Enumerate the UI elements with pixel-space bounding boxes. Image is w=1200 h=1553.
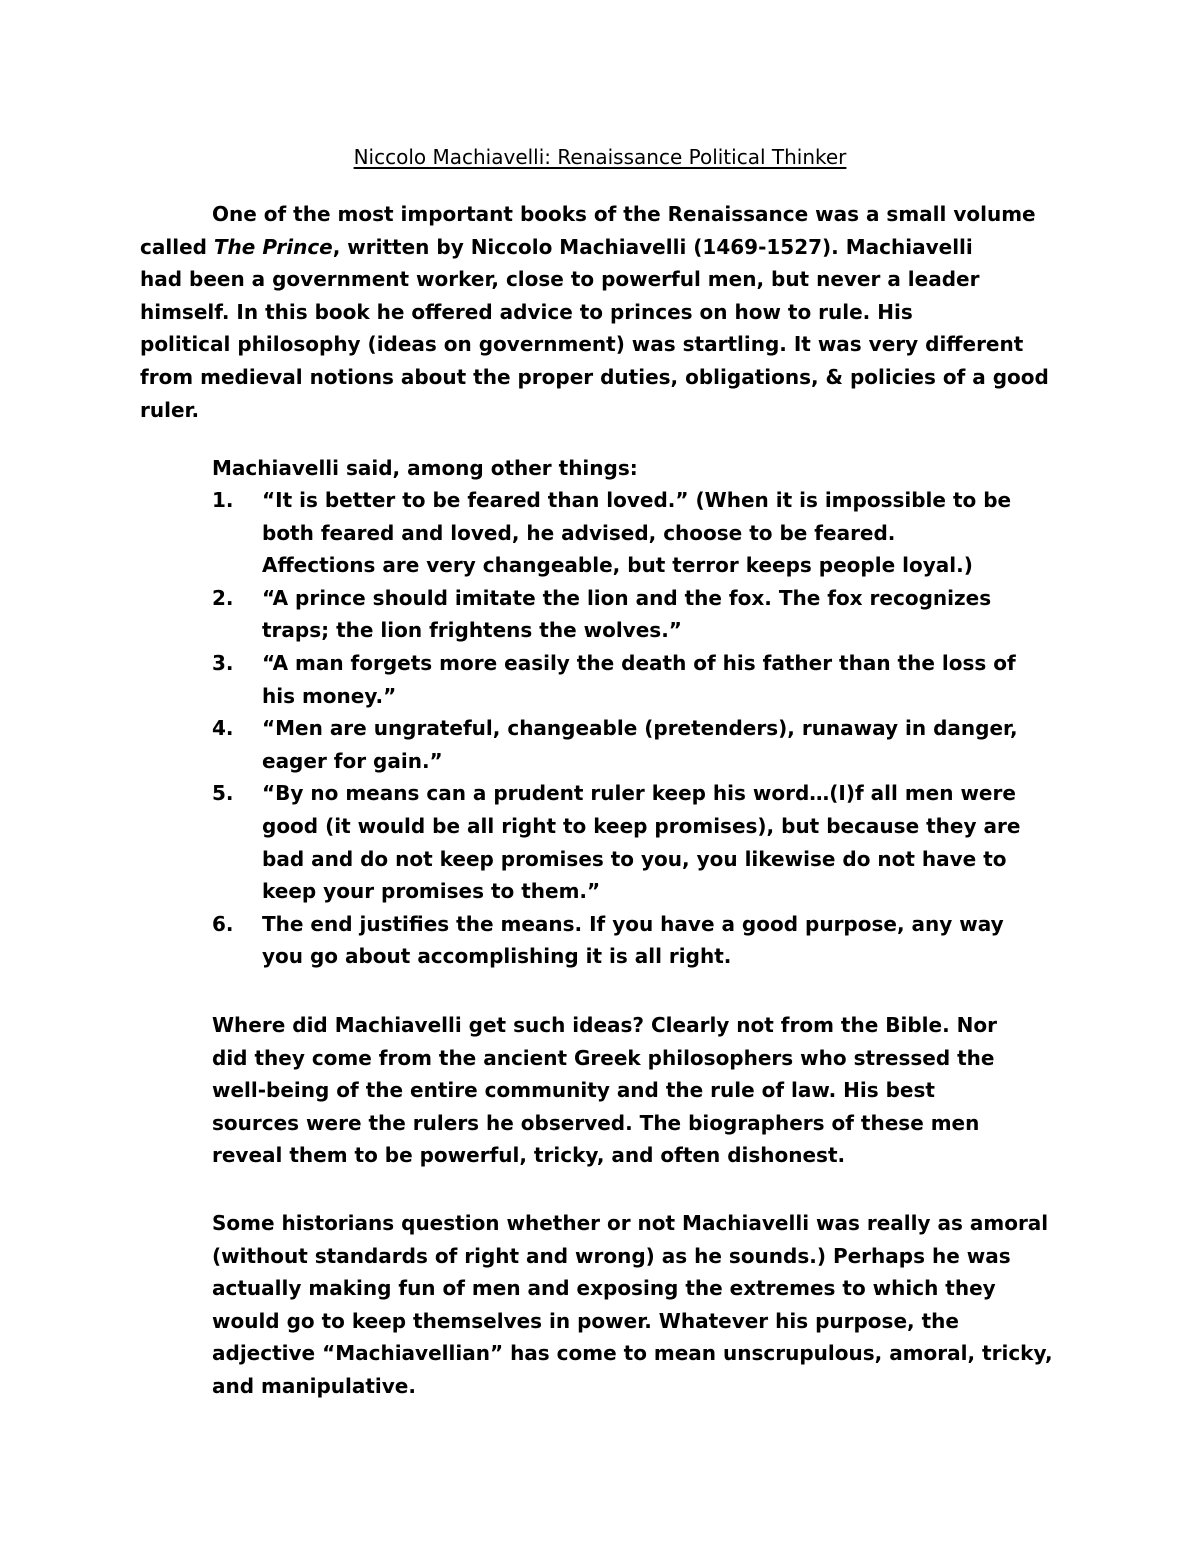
list-item-line: “By no means can a prudent ruler keep his word…(I)f all men were [262, 781, 1016, 806]
list-item-number: 5. [212, 781, 234, 806]
list-item [212, 647, 1072, 712]
list-item-line: traps; the lion frightens the wolves.” [262, 618, 682, 643]
list-item-line: both feared and loved, he advised, choose to be feared. [262, 520, 896, 545]
intro-line-7: ruler. [140, 397, 200, 422]
intro-line-4: himself. In this book he offered advice to princes on how to rule. His [140, 299, 913, 324]
paragraph-sources [212, 1009, 1072, 1172]
list-item-line: “Men are ungrateful, changeable (pretenders), runaway in danger, [262, 716, 1018, 741]
list-item-line: The end justifies the means. If you have a good purpose, any way [262, 911, 1004, 936]
list-item [212, 712, 1072, 777]
paragraph-line: actually making fun of men and exposing the extremes to which they [212, 1276, 996, 1301]
paragraph-conclusion [212, 1207, 1072, 1403]
intro-line-2 [140, 231, 1070, 264]
list-item-number: 6. [212, 911, 234, 936]
intro-line-2-pre: called [140, 234, 214, 259]
intro-line-3: had been a government worker, close to powerful men, but never a leader [140, 267, 980, 292]
list-item [212, 908, 1072, 973]
list-item-line: Affections are very changeable, but terror keeps people loyal.) [262, 553, 973, 578]
list-item-number: 1. [212, 488, 234, 512]
document-title: Niccolo Machiavelli: Renaissance Political Thinker [353, 145, 847, 169]
paragraph-line: sources were the rulers he observed. The biographers of these men [212, 1110, 980, 1135]
list-item-line: you go about accomplishing it is all right. [262, 944, 732, 969]
list-item-line: “It is better to be feared than loved.” (When it is impossible to be [262, 488, 1012, 512]
list-item-number: 3. [212, 650, 234, 675]
paragraph-line: Some historians question whether or not Machiavelli was really as amoral [212, 1211, 1049, 1235]
list-item [212, 484, 1072, 582]
list-item-line: “A prince should imitate the lion and the fox. The fox recognizes [262, 585, 992, 610]
list-item [212, 777, 1072, 907]
list-item-line: eager for gain.” [262, 748, 443, 773]
list-item-line: his money.” [262, 683, 397, 708]
list-item-line: bad and do not keep promises to you, you likewise do not have to [262, 846, 1007, 871]
list-item [212, 582, 1072, 647]
paragraph-line: well-being of the entire community and the rule of law. His best [212, 1078, 935, 1103]
paragraph-line: did they come from the ancient Greek philosophers who stressed the [212, 1045, 995, 1070]
intro-paragraph [140, 198, 1070, 426]
intro-line-5: political philosophy (ideas on government) was startling. It was very different [140, 332, 1024, 357]
paragraph-line: reveal them to be powerful, tricky, and often dishonest. [212, 1143, 846, 1168]
intro-line-6: from medieval notions about the proper duties, obligations, & policies of a good [140, 364, 1049, 389]
list-item-number: 4. [212, 716, 234, 741]
book-title: The Prince [213, 234, 333, 259]
list-lead-in: Machiavelli said, among other things: [212, 456, 638, 480]
paragraph-line: and manipulative. [212, 1373, 416, 1398]
paragraph-line: would go to keep themselves in power. Whatever his purpose, the [212, 1308, 959, 1333]
intro-line-1: One of the most important books of the Renaissance was a small volume [212, 202, 1036, 226]
list-item-number: 2. [212, 585, 234, 610]
quotes-list [212, 484, 1072, 973]
paragraph-line: (without standards of right and wrong) as he sounds.) Perhaps he was [212, 1243, 1011, 1268]
list-item-line: “A man forgets more easily the death of his father than the loss of [262, 650, 1016, 675]
paragraph-line: adjective “Machiavellian” has come to mean unscrupulous, amoral, tricky, [212, 1341, 1053, 1366]
intro-line-2-post: , written by Niccolo Machiavelli (1469-1527). Machiavelli [332, 234, 973, 259]
list-item-line: good (it would be all right to keep promises), but because they are [262, 813, 1021, 838]
paragraph-line: Where did Machiavelli get such ideas? Clearly not from the Bible. Nor [212, 1013, 997, 1037]
list-item-line: keep your promises to them.” [262, 879, 601, 904]
